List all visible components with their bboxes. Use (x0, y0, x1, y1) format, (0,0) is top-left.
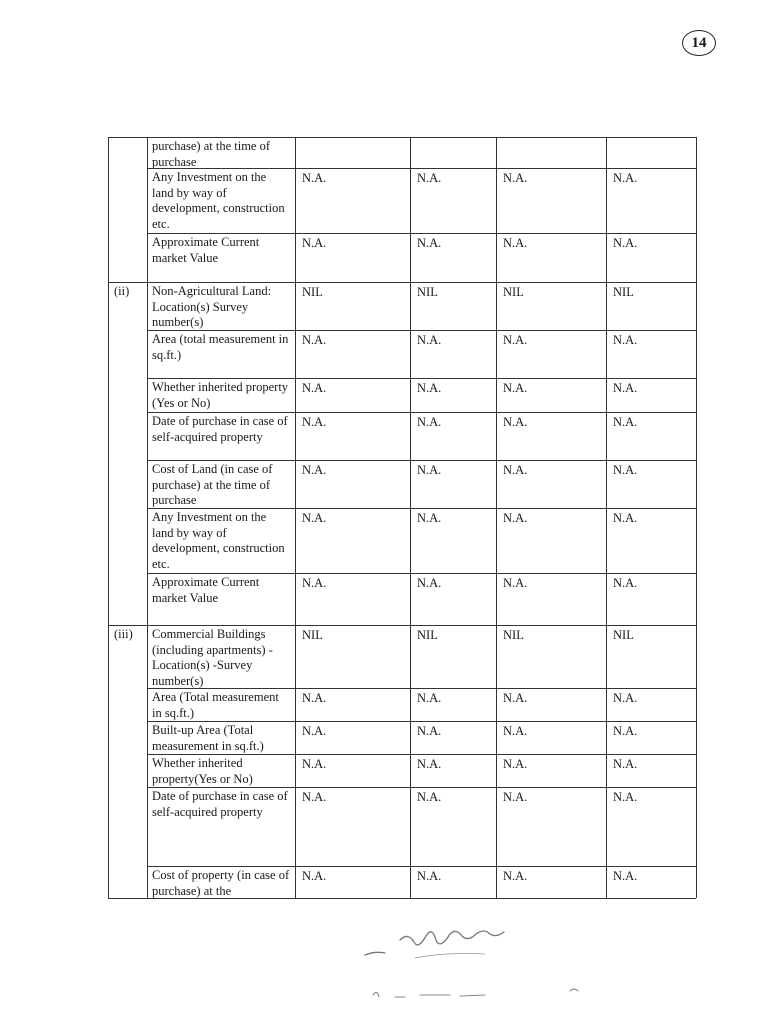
value-cell: NIL (302, 628, 323, 642)
table-rule (147, 688, 696, 689)
value-cell: N.A. (503, 463, 528, 477)
value-cell: N.A. (613, 869, 638, 883)
row-label: Date of purchase in case of self-acquired property (152, 789, 288, 819)
table-rule (147, 754, 696, 755)
value-cell: N.A. (417, 869, 442, 883)
table-rule (147, 168, 696, 169)
value-cell: N.A. (613, 463, 638, 477)
signature-scribble (365, 985, 595, 1005)
table-rule (108, 137, 696, 138)
value-cell: N.A. (503, 757, 528, 771)
row-label: Commercial Buildings (including apartments) -Location(s) -Survey number(s) (152, 627, 273, 688)
table-rule (108, 898, 696, 899)
value-cell: N.A. (503, 415, 528, 429)
value-cell: N.A. (613, 333, 638, 347)
value-cell: N.A. (503, 724, 528, 738)
value-cell: N.A. (613, 576, 638, 590)
value-cell: N.A. (613, 724, 638, 738)
table-rule (147, 412, 696, 413)
table-rule (108, 625, 696, 626)
table-rule (147, 233, 696, 234)
value-cell: N.A. (417, 511, 442, 525)
value-cell: N.A. (302, 171, 327, 185)
table-column-rule (496, 137, 497, 898)
value-cell: N.A. (417, 757, 442, 771)
table-column-rule (108, 137, 109, 898)
value-cell: N.A. (613, 757, 638, 771)
signature-mark (360, 920, 540, 970)
table-rule (108, 282, 696, 283)
value-cell: N.A. (503, 576, 528, 590)
value-cell: N.A. (302, 381, 327, 395)
value-cell: N.A. (302, 463, 327, 477)
value-cell: NIL (417, 628, 438, 642)
table-column-rule (295, 137, 296, 898)
row-label: Cost of property (in case of purchase) at the (152, 868, 290, 898)
value-cell: N.A. (613, 415, 638, 429)
value-cell: NIL (613, 285, 634, 299)
value-cell: N.A. (302, 757, 327, 771)
row-label: Any Investment on the land by way of development, construction etc. (152, 170, 285, 231)
table-column-rule (606, 137, 607, 898)
value-cell: N.A. (503, 236, 528, 250)
value-cell: N.A. (417, 724, 442, 738)
value-cell: N.A. (613, 790, 638, 804)
value-cell: N.A. (503, 381, 528, 395)
table-rule (147, 508, 696, 509)
row-label: Any Investment on the land by way of development, construction etc. (152, 510, 285, 571)
value-cell: N.A. (503, 869, 528, 883)
value-cell: N.A. (417, 171, 442, 185)
value-cell: NIL (503, 628, 524, 642)
value-cell: N.A. (503, 511, 528, 525)
row-label: Non-Agricultural Land: Location(s) Survey number(s) (152, 284, 272, 329)
table-column-rule (696, 137, 697, 898)
value-cell: N.A. (417, 381, 442, 395)
table-rule (147, 721, 696, 722)
value-cell: N.A. (302, 511, 327, 525)
value-cell: N.A. (302, 236, 327, 250)
section-serial: (iii) (114, 627, 133, 641)
table-rule (147, 573, 696, 574)
table-rule (147, 866, 696, 867)
value-cell: N.A. (302, 415, 327, 429)
value-cell: NIL (417, 285, 438, 299)
table-column-rule (147, 137, 148, 898)
value-cell: N.A. (613, 511, 638, 525)
value-cell: NIL (503, 285, 524, 299)
value-cell: N.A. (503, 691, 528, 705)
table-rule (147, 330, 696, 331)
row-label: Whether inherited property (Yes or No) (152, 380, 289, 410)
value-cell: N.A. (503, 333, 528, 347)
table-rule (147, 378, 696, 379)
value-cell: N.A. (417, 333, 442, 347)
value-cell: N.A. (302, 869, 327, 883)
row-label: Area (Total measurement in sq.ft.) (152, 690, 279, 720)
row-label: Built-up Area (Total measurement in sq.ft.) (152, 723, 264, 753)
row-label: purchase) at the time of purchase (152, 139, 271, 169)
value-cell: N.A. (503, 171, 528, 185)
row-label: Cost of Land (in case of purchase) at the time of purchase (152, 462, 273, 507)
value-cell: N.A. (613, 381, 638, 395)
table-rule (147, 787, 696, 788)
value-cell: N.A. (503, 790, 528, 804)
row-label: Approximate Current market Value (152, 235, 260, 265)
value-cell: N.A. (417, 790, 442, 804)
value-cell: N.A. (417, 691, 442, 705)
row-label: Approximate Current market Value (152, 575, 260, 605)
row-label: Date of purchase in case of self-acquired property (152, 414, 288, 444)
value-cell: N.A. (302, 576, 327, 590)
value-cell: N.A. (302, 790, 327, 804)
value-cell: N.A. (302, 691, 327, 705)
table-rule (147, 460, 696, 461)
value-cell: NIL (613, 628, 634, 642)
table-column-rule (410, 137, 411, 898)
value-cell: N.A. (417, 415, 442, 429)
value-cell: N.A. (613, 691, 638, 705)
value-cell: N.A. (613, 236, 638, 250)
value-cell: N.A. (302, 333, 327, 347)
value-cell: N.A. (613, 171, 638, 185)
value-cell: N.A. (417, 236, 442, 250)
value-cell: N.A. (417, 463, 442, 477)
row-label: Whether inherited property(Yes or No) (152, 756, 253, 786)
value-cell: N.A. (302, 724, 327, 738)
value-cell: N.A. (417, 576, 442, 590)
value-cell: NIL (302, 285, 323, 299)
row-label: Area (total measurement in sq.ft.) (152, 332, 289, 362)
page-number: 14 (682, 30, 716, 56)
section-serial: (ii) (114, 284, 130, 298)
